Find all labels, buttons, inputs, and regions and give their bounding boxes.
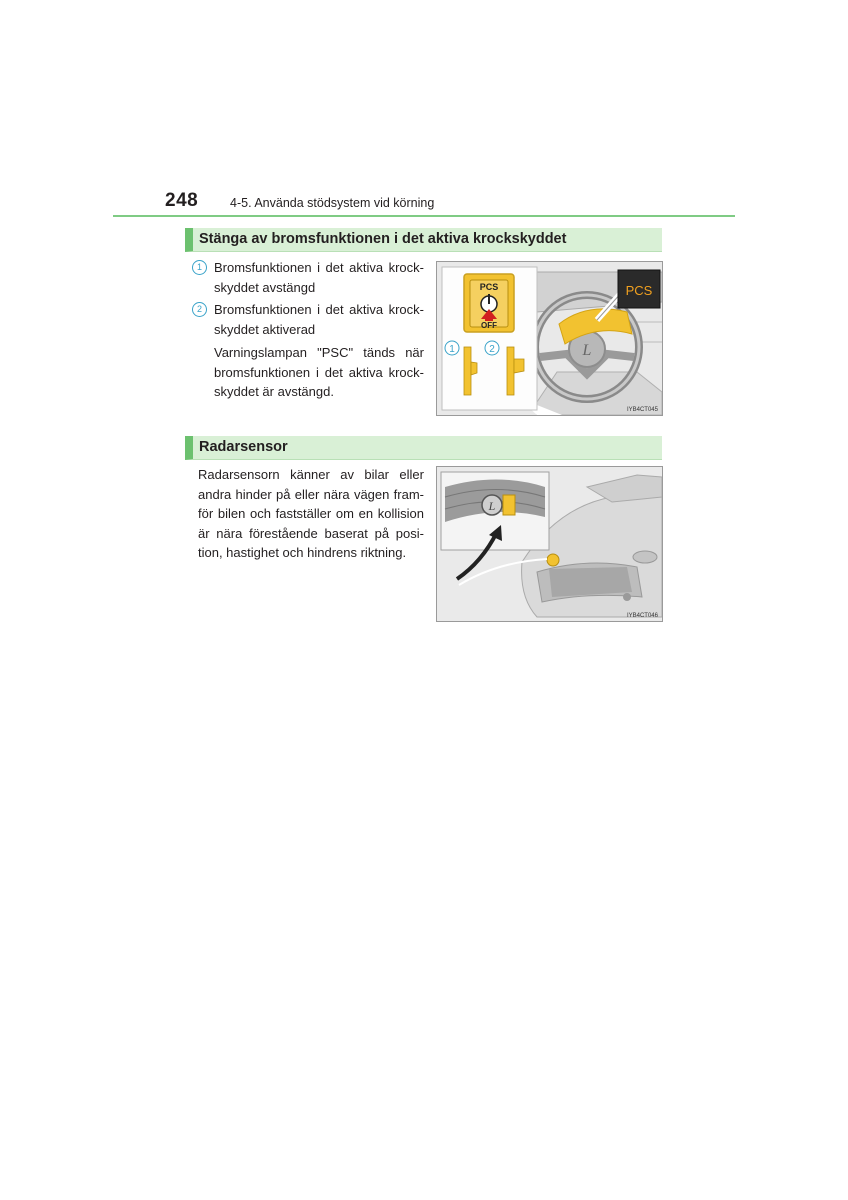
radar-sensor-figure [436,466,663,622]
svg-text:L: L [582,342,592,359]
switch-pcs-label: PCS [479,282,499,292]
position-2-label: 2 [489,344,495,355]
item-text: Bromsfunktionen i det aktiva krock-skyddet aktiverad [214,302,424,337]
car-front-illustration [437,467,662,621]
figure-code: IYB4CT045 [626,407,658,413]
section-title: Stänga av bromsfunktionen i det aktiva krockskyddet [199,231,567,247]
item-text: Bromsfunktionen i det aktiva krock-skyddet avstängd [214,260,424,295]
section-heading-radar [185,436,662,460]
page-number: 248 [165,190,199,211]
section-heading-pcs-off [185,228,662,252]
svg-text:L: L [488,499,496,513]
position-1-label: 1 [449,344,455,355]
item-number: 1 [192,260,207,275]
figure-code: IYB4CT046 [626,613,658,619]
dashboard-illustration [437,262,662,415]
pcs-switch-figure [436,261,663,416]
chapter-title: 4-5. Använda stödsystem vid körning [230,196,435,210]
warning-note: Varningslampan "PSC" tänds när bromsfunktionen i det aktiva krock-skyddet är avstängd. [214,345,424,399]
header-rule [113,215,735,217]
item-number: 2 [192,302,207,317]
pcs-indicator-label: PCS [625,283,653,298]
radar-description: Radarsensorn känner av bilar eller andra hinder på eller nära vägen fram-för bilen och fastställer om en kollision är nära förestående baserat på posi-tion, hastighet och hindrens riktning. [198,467,424,560]
section-title: Radarsensor [199,439,288,455]
switch-off-label: OFF [481,321,497,330]
